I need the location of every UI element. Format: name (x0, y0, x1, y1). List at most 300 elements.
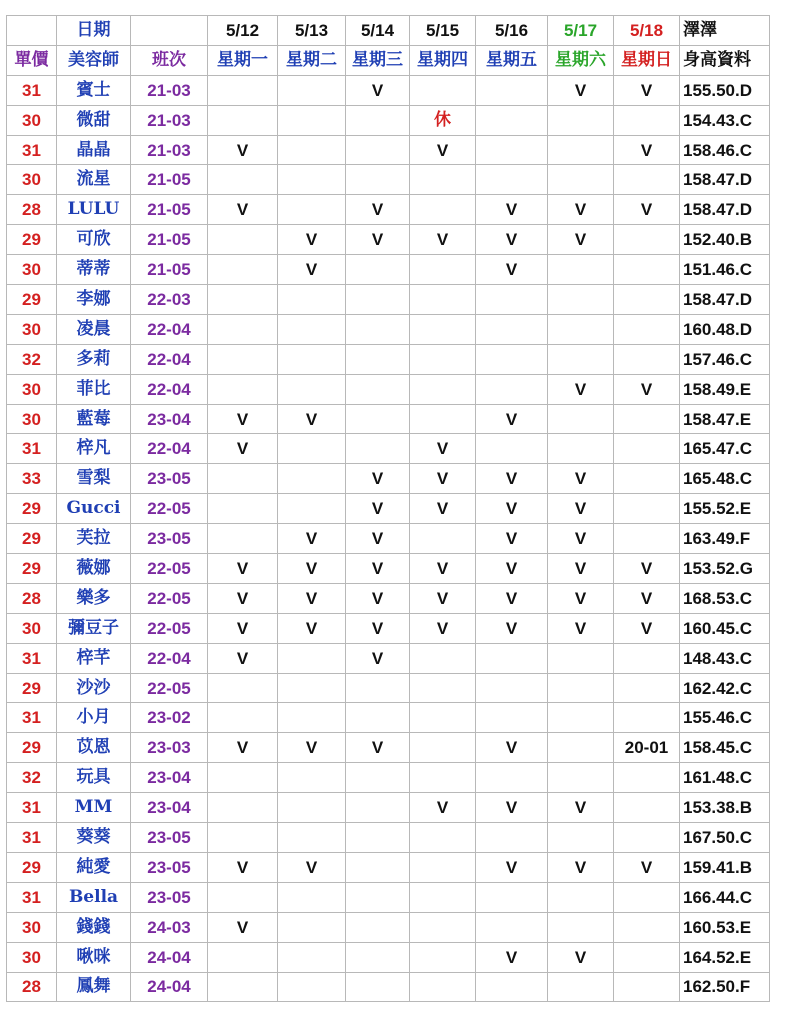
stylist-name-cell: 沙沙 (57, 673, 131, 703)
height-cell: 158.47.D (680, 195, 770, 225)
day-cell: V (410, 434, 476, 464)
day-cell (614, 404, 680, 434)
day-cell: V (208, 135, 278, 165)
day-cell (548, 823, 614, 853)
day-cell: V (476, 852, 548, 882)
day-cell (548, 972, 614, 1002)
day-cell: V (614, 852, 680, 882)
day-cell (410, 942, 476, 972)
day-cell: V (548, 793, 614, 823)
day-cell: V (548, 464, 614, 494)
day-cell (346, 374, 410, 404)
day-cell (208, 763, 278, 793)
day-cell (548, 643, 614, 673)
day-cell (476, 75, 548, 105)
day-cell (278, 823, 346, 853)
day-cell (346, 673, 410, 703)
day-cell: V (278, 613, 346, 643)
day-cell: V (476, 733, 548, 763)
price-cell: 31 (7, 703, 57, 733)
price-cell: 31 (7, 793, 57, 823)
day-cell (278, 972, 346, 1002)
stylist-name-cell: 賓士 (57, 75, 131, 105)
table-row (7, 344, 770, 374)
day-cell: V (614, 195, 680, 225)
day-cell: V (208, 434, 278, 464)
table-row (7, 823, 770, 853)
shift-cell: 22-04 (131, 314, 208, 344)
day-cell (614, 703, 680, 733)
day-cell: V (346, 494, 410, 524)
day-cell (278, 285, 346, 315)
shift-cell: 23-03 (131, 733, 208, 763)
day-cell (346, 912, 410, 942)
day-cell (614, 165, 680, 195)
day-cell (278, 703, 346, 733)
table-row (7, 404, 770, 434)
shift-cell: 24-04 (131, 972, 208, 1002)
table-row (7, 972, 770, 1002)
price-cell: 30 (7, 404, 57, 434)
day-cell: V (208, 583, 278, 613)
day-cell (278, 344, 346, 374)
price-cell: 31 (7, 643, 57, 673)
day-cell (476, 135, 548, 165)
height-cell: 168.53.C (680, 583, 770, 613)
day-cell (208, 225, 278, 255)
day-cell (410, 314, 476, 344)
shift-cell: 23-05 (131, 823, 208, 853)
table-row (7, 165, 770, 195)
weekday-header: 星期二 (278, 45, 346, 75)
day-cell (278, 195, 346, 225)
price-cell: 30 (7, 613, 57, 643)
date-header: 5/13 (278, 16, 346, 46)
day-cell (476, 912, 548, 942)
day-cell (208, 793, 278, 823)
height-label: 身高資料 (680, 45, 770, 75)
table-row (7, 882, 770, 912)
height-cell: 159.41.B (680, 852, 770, 882)
table-row (7, 464, 770, 494)
day-cell (346, 314, 410, 344)
day-cell (278, 643, 346, 673)
stylist-name-cell: 啾咪 (57, 942, 131, 972)
price-cell: 30 (7, 255, 57, 285)
day-cell (476, 165, 548, 195)
price-cell: 29 (7, 733, 57, 763)
shift-cell: 21-05 (131, 165, 208, 195)
day-cell (548, 255, 614, 285)
day-cell (548, 703, 614, 733)
stylist-name-cell: Gucci (57, 494, 131, 524)
day-cell (614, 643, 680, 673)
day-cell (278, 673, 346, 703)
height-cell: 158.49.E (680, 374, 770, 404)
day-cell: V (476, 793, 548, 823)
table-row (7, 195, 770, 225)
shift-cell: 22-04 (131, 643, 208, 673)
day-cell (614, 344, 680, 374)
table-row (7, 225, 770, 255)
day-cell: V (208, 852, 278, 882)
day-cell (476, 763, 548, 793)
shift-cell: 22-05 (131, 613, 208, 643)
day-cell (548, 763, 614, 793)
day-cell: V (346, 524, 410, 554)
day-cell: V (208, 643, 278, 673)
day-cell (476, 882, 548, 912)
price-cell: 28 (7, 195, 57, 225)
stylist-name-cell: 錢錢 (57, 912, 131, 942)
day-cell: V (548, 195, 614, 225)
table-row (7, 524, 770, 554)
day-cell: V (476, 404, 548, 434)
stylist-name-cell: 晶晶 (57, 135, 131, 165)
height-cell: 158.47.D (680, 285, 770, 315)
day-cell: V (614, 374, 680, 404)
day-cell (476, 434, 548, 464)
price-cell: 29 (7, 494, 57, 524)
height-cell: 166.44.C (680, 882, 770, 912)
height-cell: 165.48.C (680, 464, 770, 494)
height-cell: 163.49.F (680, 524, 770, 554)
day-cell (278, 75, 346, 105)
day-cell: V (476, 613, 548, 643)
price-cell: 32 (7, 763, 57, 793)
day-cell (476, 972, 548, 1002)
day-cell (208, 285, 278, 315)
height-cell: 155.46.C (680, 703, 770, 733)
table-row (7, 613, 770, 643)
day-cell (410, 344, 476, 374)
day-cell (548, 135, 614, 165)
shift-label: 班次 (131, 45, 208, 75)
table-row (7, 942, 770, 972)
day-cell (208, 942, 278, 972)
day-cell: V (346, 613, 410, 643)
table-row (7, 793, 770, 823)
day-cell (208, 165, 278, 195)
day-cell (548, 912, 614, 942)
day-cell (614, 494, 680, 524)
day-cell: V (614, 75, 680, 105)
price-cell: 30 (7, 105, 57, 135)
day-cell: V (476, 464, 548, 494)
price-cell: 31 (7, 135, 57, 165)
day-cell (410, 703, 476, 733)
day-cell (346, 434, 410, 464)
day-cell (410, 75, 476, 105)
shift-cell: 22-03 (131, 285, 208, 315)
shift-cell: 23-04 (131, 404, 208, 434)
header-weekday-row (7, 45, 770, 75)
weekday-header: 星期四 (410, 45, 476, 75)
price-cell: 29 (7, 852, 57, 882)
shift-cell: 22-04 (131, 434, 208, 464)
shift-cell: 22-04 (131, 344, 208, 374)
weekday-header: 星期五 (476, 45, 548, 75)
day-cell (346, 823, 410, 853)
day-cell (346, 255, 410, 285)
day-cell: V (410, 464, 476, 494)
day-cell: V (476, 255, 548, 285)
stylist-name-cell: 菲比 (57, 374, 131, 404)
day-cell: V (278, 583, 346, 613)
day-cell (208, 524, 278, 554)
shift-cell: 24-03 (131, 912, 208, 942)
shift-cell: 23-05 (131, 464, 208, 494)
day-cell (476, 105, 548, 135)
price-cell: 28 (7, 583, 57, 613)
shift-cell: 23-05 (131, 524, 208, 554)
day-cell (208, 673, 278, 703)
shift-cell: 23-04 (131, 763, 208, 793)
day-cell (548, 673, 614, 703)
schedule-table (6, 15, 770, 1002)
table-row (7, 583, 770, 613)
stylist-name-cell: MM (57, 793, 131, 823)
price-cell: 30 (7, 374, 57, 404)
stylist-name-cell: 雪梨 (57, 464, 131, 494)
day-cell: V (614, 554, 680, 584)
height-cell: 167.50.C (680, 823, 770, 853)
day-cell (208, 105, 278, 135)
day-cell (410, 733, 476, 763)
day-cell: V (548, 942, 614, 972)
day-cell (410, 524, 476, 554)
height-cell: 160.48.D (680, 314, 770, 344)
day-cell (410, 852, 476, 882)
day-cell (410, 374, 476, 404)
day-cell (278, 793, 346, 823)
extra-label: 澤澤 (680, 16, 770, 46)
height-cell: 158.45.C (680, 733, 770, 763)
day-cell (548, 165, 614, 195)
day-cell (208, 344, 278, 374)
day-cell (208, 464, 278, 494)
day-cell: V (208, 733, 278, 763)
day-cell (208, 314, 278, 344)
price-cell: 29 (7, 554, 57, 584)
table-row (7, 135, 770, 165)
date-header-saturday: 5/17 (548, 16, 614, 46)
day-cell: V (548, 554, 614, 584)
shift-cell: 21-05 (131, 225, 208, 255)
day-cell (346, 942, 410, 972)
shift-cell: 21-03 (131, 105, 208, 135)
day-cell: 20-01 (614, 733, 680, 763)
height-cell: 162.42.C (680, 673, 770, 703)
shift-cell: 23-02 (131, 703, 208, 733)
day-cell (548, 285, 614, 315)
day-cell (476, 703, 548, 733)
price-cell: 29 (7, 285, 57, 315)
price-cell: 31 (7, 75, 57, 105)
day-cell (614, 942, 680, 972)
day-cell (476, 314, 548, 344)
weekday-header: 星期三 (346, 45, 410, 75)
day-cell: V (278, 852, 346, 882)
price-cell: 30 (7, 912, 57, 942)
shift-cell: 24-04 (131, 942, 208, 972)
height-cell: 153.52.G (680, 554, 770, 584)
height-cell: 162.50.F (680, 972, 770, 1002)
day-cell: V (208, 613, 278, 643)
day-cell (346, 135, 410, 165)
height-cell: 152.40.B (680, 225, 770, 255)
height-cell: 161.48.C (680, 763, 770, 793)
day-cell (614, 912, 680, 942)
day-cell (476, 344, 548, 374)
table-row (7, 285, 770, 315)
height-cell: 160.53.E (680, 912, 770, 942)
stylist-name-cell: 李娜 (57, 285, 131, 315)
day-cell (548, 434, 614, 464)
price-cell: 32 (7, 344, 57, 374)
date-header: 5/12 (208, 16, 278, 46)
shift-cell: 22-05 (131, 583, 208, 613)
price-cell: 30 (7, 165, 57, 195)
height-cell: 158.46.C (680, 135, 770, 165)
day-cell (548, 105, 614, 135)
day-cell: V (278, 404, 346, 434)
day-cell (410, 912, 476, 942)
stylist-name-cell: 玩具 (57, 763, 131, 793)
day-cell (476, 643, 548, 673)
day-cell (208, 374, 278, 404)
day-cell: V (410, 554, 476, 584)
day-cell: V (346, 554, 410, 584)
day-cell: V (410, 225, 476, 255)
shift-cell: 23-05 (131, 852, 208, 882)
stylist-name-cell: 藍莓 (57, 404, 131, 434)
stylist-name-cell: 葵葵 (57, 823, 131, 853)
day-cell (346, 972, 410, 1002)
day-cell (208, 75, 278, 105)
table-row (7, 733, 770, 763)
table-row (7, 75, 770, 105)
day-cell (278, 374, 346, 404)
day-cell (614, 225, 680, 255)
shift-cell: 22-05 (131, 554, 208, 584)
weekday-header-saturday: 星期六 (548, 45, 614, 75)
day-cell: V (278, 255, 346, 285)
day-cell: V (548, 494, 614, 524)
stylist-name-cell: 梓芊 (57, 643, 131, 673)
day-cell: V (548, 75, 614, 105)
day-cell (278, 314, 346, 344)
day-cell (614, 793, 680, 823)
day-cell: V (548, 613, 614, 643)
stylist-name-cell: 梓凡 (57, 434, 131, 464)
height-cell: 160.45.C (680, 613, 770, 643)
day-cell (410, 823, 476, 853)
day-cell: V (548, 225, 614, 255)
table-row (7, 374, 770, 404)
day-cell (410, 882, 476, 912)
table-row (7, 673, 770, 703)
shift-cell: 21-05 (131, 195, 208, 225)
day-cell (346, 165, 410, 195)
stylist-name-cell: 芙拉 (57, 524, 131, 554)
table-row (7, 105, 770, 135)
day-cell: V (410, 613, 476, 643)
day-cell: V (208, 554, 278, 584)
day-cell (410, 195, 476, 225)
stylist-name-cell: 小月 (57, 703, 131, 733)
day-cell: V (410, 494, 476, 524)
day-cell: V (410, 793, 476, 823)
day-cell (410, 643, 476, 673)
day-cell (346, 793, 410, 823)
table-row (7, 852, 770, 882)
day-cell (208, 494, 278, 524)
day-cell: V (614, 135, 680, 165)
day-cell: V (476, 554, 548, 584)
day-cell: V (476, 942, 548, 972)
price-cell: 31 (7, 823, 57, 853)
day-cell: V (346, 195, 410, 225)
day-cell (278, 105, 346, 135)
day-cell: 休 (410, 105, 476, 135)
day-cell (278, 763, 346, 793)
day-cell (614, 105, 680, 135)
height-cell: 151.46.C (680, 255, 770, 285)
day-cell (346, 105, 410, 135)
day-cell: V (476, 494, 548, 524)
shift-cell: 23-04 (131, 793, 208, 823)
day-cell (614, 823, 680, 853)
day-cell (346, 404, 410, 434)
day-cell (410, 404, 476, 434)
table-row (7, 554, 770, 584)
day-cell: V (410, 135, 476, 165)
day-cell: V (476, 583, 548, 613)
day-cell (410, 673, 476, 703)
day-cell (278, 135, 346, 165)
height-cell: 154.43.C (680, 105, 770, 135)
day-cell (614, 673, 680, 703)
table-row (7, 434, 770, 464)
shift-cell: 21-05 (131, 255, 208, 285)
table-row (7, 763, 770, 793)
day-cell (410, 255, 476, 285)
price-label: 單價 (7, 45, 57, 75)
weekday-header: 星期一 (208, 45, 278, 75)
day-cell (278, 165, 346, 195)
day-cell (346, 763, 410, 793)
day-cell: V (278, 733, 346, 763)
day-cell (548, 404, 614, 434)
day-cell: V (548, 583, 614, 613)
price-cell: 29 (7, 225, 57, 255)
day-cell: V (346, 583, 410, 613)
day-cell (346, 882, 410, 912)
day-cell (208, 823, 278, 853)
stylist-name-cell: 多莉 (57, 344, 131, 374)
table-row (7, 643, 770, 673)
day-cell (410, 165, 476, 195)
day-cell: V (278, 554, 346, 584)
header-empty-cell (131, 16, 208, 46)
day-cell: V (346, 464, 410, 494)
day-cell (346, 344, 410, 374)
date-header: 5/16 (476, 16, 548, 46)
day-cell (476, 673, 548, 703)
height-cell: 153.38.B (680, 793, 770, 823)
day-cell: V (548, 374, 614, 404)
